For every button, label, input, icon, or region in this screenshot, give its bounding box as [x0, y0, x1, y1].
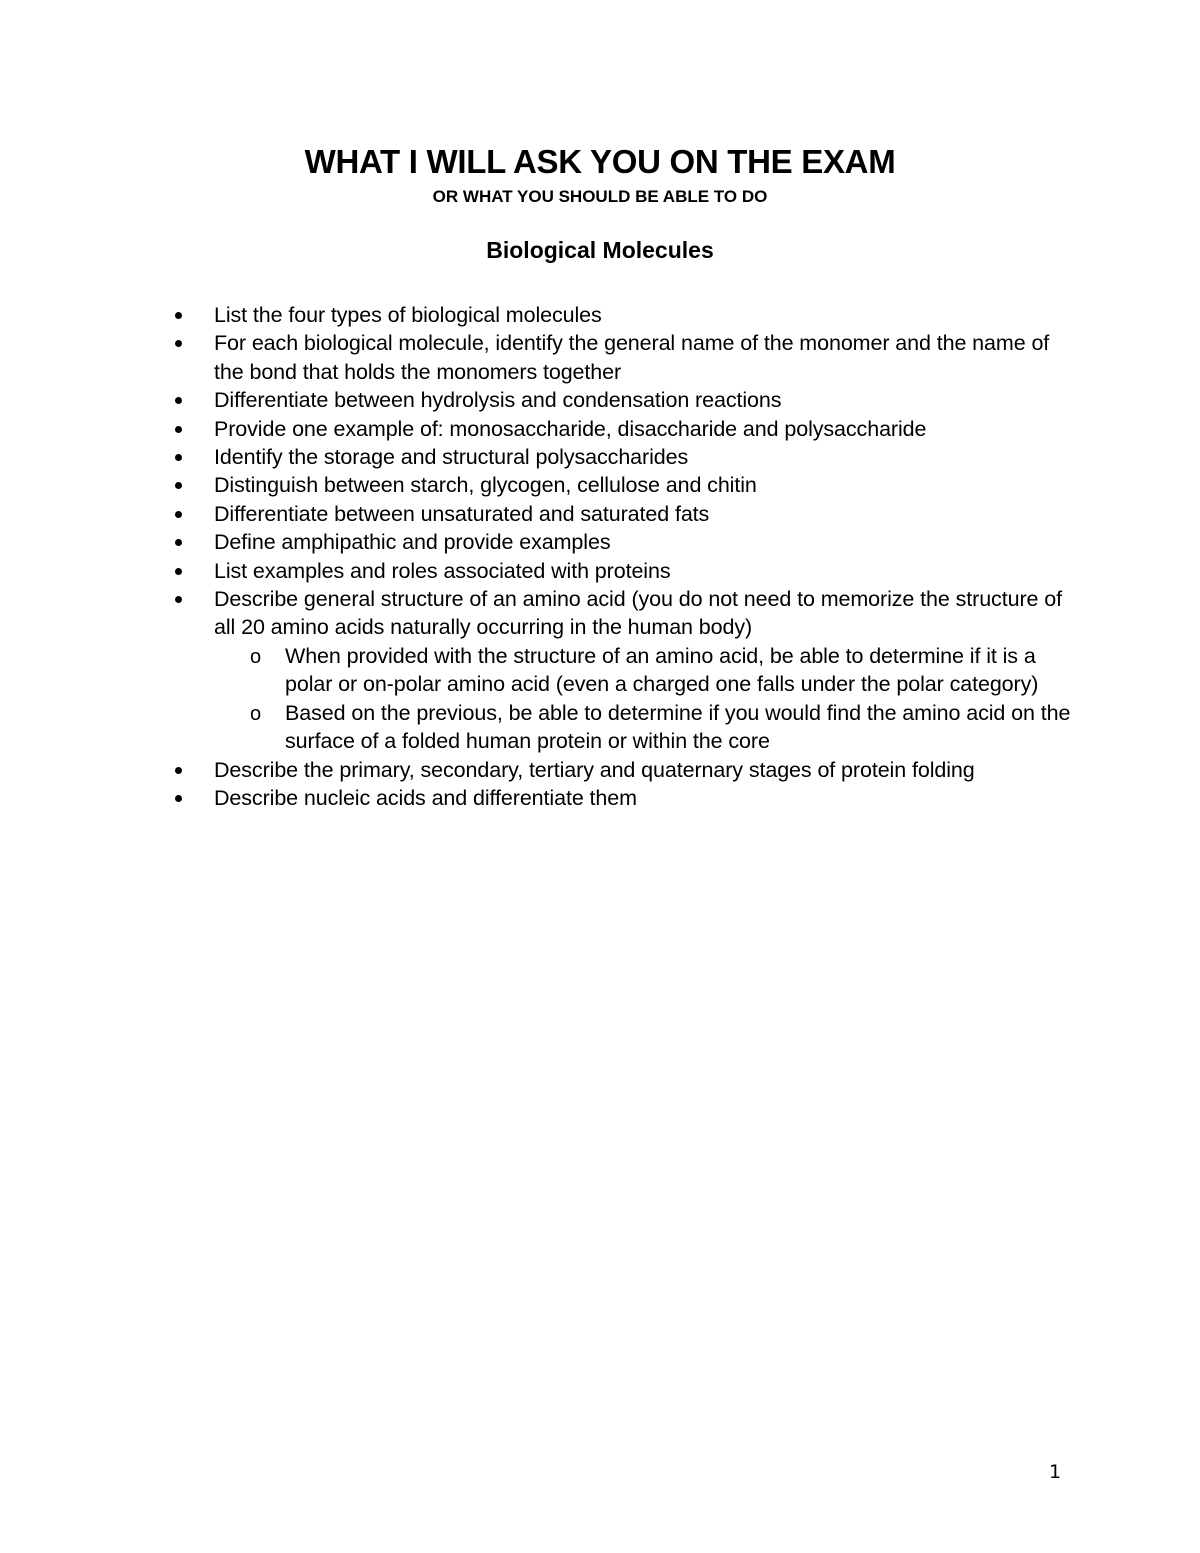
sub-bullet-icon: o	[250, 645, 262, 668]
list-item	[0, 301, 1200, 329]
bullet-icon	[175, 795, 182, 802]
bullet-icon	[175, 511, 182, 518]
list-item-text: Differentiate between hydrolysis and condensation reactions	[214, 388, 782, 413]
list-item	[0, 500, 1200, 528]
sub-list-item-text: Based on the previous, be able to determine if you would find the amino acid on the surface of a folded human protein or within the core	[285, 700, 1071, 754]
list-item	[0, 585, 1200, 642]
list-item-text: Differentiate between unsaturated and saturated fats	[214, 501, 710, 526]
list-item	[0, 528, 1200, 556]
list-item-text: Define amphipathic and provide examples	[214, 530, 611, 555]
bullet-icon	[175, 426, 182, 433]
list-item-text: Describe general structure of an amino acid (you do not need to memorize the structure of all 20 amino acids naturally occurring in the human body)	[214, 587, 1062, 640]
list-item-text: List the four types of biological molecules	[214, 303, 602, 327]
list-item	[0, 756, 1200, 784]
list-item	[0, 386, 1200, 414]
list-item	[0, 329, 1200, 386]
bullet-icon	[175, 482, 182, 489]
bullet-icon	[175, 539, 182, 546]
list-item-text: List examples and roles associated with proteins	[214, 558, 671, 583]
bullet-icon	[175, 568, 182, 575]
sub-list-item	[0, 642, 1200, 699]
page-title: WHAT I WILL ASK YOU ON THE EXAM	[304, 143, 896, 180]
list-item-text: Provide one example of: monosaccharide, disaccharide and polysaccharide	[214, 416, 927, 441]
bullet-icon	[175, 767, 182, 774]
bullet-icon	[175, 454, 182, 461]
list-item-text: Describe nucleic acids and differentiate them	[214, 785, 637, 810]
objectives-list	[0, 301, 1200, 812]
list-item	[0, 557, 1200, 585]
sub-list-item-text: When provided with the structure of an amino acid, be able to determine if it is a polar or on-polar amino acid (even a charged one falls under the polar category)	[285, 643, 1039, 697]
list-item	[0, 471, 1200, 499]
page-number: 1	[1048, 1461, 1062, 1483]
bullet-icon	[175, 596, 182, 603]
list-item-text: Describe the primary, secondary, tertiary and quaternary stages of protein folding	[214, 757, 975, 782]
list-item	[0, 784, 1200, 812]
bullet-icon	[175, 312, 182, 319]
page-subtitle: OR WHAT YOU SHOULD BE ABLE TO DO	[432, 187, 768, 206]
list-item-text: Distinguish between starch, glycogen, cellulose and chitin	[214, 473, 757, 498]
section-heading: Biological Molecules	[486, 237, 714, 263]
bullet-icon	[175, 340, 182, 347]
list-item-text: For each biological molecule, identify the general name of the monomer and the name of the bond that holds the monomers together	[214, 331, 1050, 384]
sub-list-item	[0, 699, 1200, 756]
bullet-icon	[175, 397, 182, 404]
list-item-text: Identify the storage and structural polysaccharides	[214, 445, 689, 470]
list-item	[0, 443, 1200, 471]
sub-bullet-icon: o	[250, 702, 262, 725]
list-item	[0, 415, 1200, 443]
